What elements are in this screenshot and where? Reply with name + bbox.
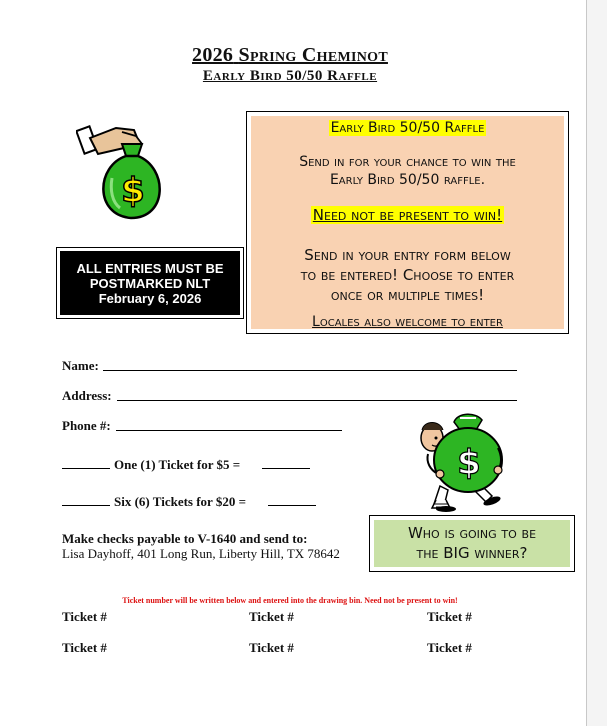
page-edge [586, 0, 587, 726]
info-heading: Early Bird 50/50 Raffle [330, 120, 485, 136]
winner-line-1: Who is going to be [407, 524, 537, 542]
money-bag-icon [76, 110, 176, 225]
one-ticket-label: One (1) Ticket for $5 = [114, 457, 241, 472]
info-send-line-2: Early Bird 50/50 raffle. [329, 172, 486, 188]
big-winner-box [369, 515, 575, 572]
title-year: 2026 [192, 44, 234, 66]
page-subtitle: Early Bird 50/50 Raffle [202, 68, 378, 84]
payment-instruction: Make checks payable to V-1640 and send to: [62, 531, 308, 546]
svg-text:$: $ [457, 443, 481, 483]
postmark-line-1: ALL ENTRIES MUST BE [76, 261, 224, 276]
info-need-not-present: Need not be present to win! [312, 206, 503, 224]
ticket-slot-3[interactable]: Ticket # [427, 609, 472, 624]
phone-label: Phone #: [62, 418, 111, 433]
postmark-date: February 6, 2026 [98, 291, 202, 306]
ticket-slot-5[interactable]: Ticket # [249, 640, 294, 655]
six-tickets-label: Six (6) Tickets for $20 = [114, 494, 246, 509]
one-ticket-quantity-field[interactable] [62, 468, 110, 469]
payment-address: Lisa Dayhoff, 401 Long Run, Liberty Hill, TX 78642 [62, 546, 340, 561]
six-tickets-total-field[interactable] [268, 505, 316, 506]
six-tickets-quantity-field[interactable] [62, 505, 110, 506]
info-entry-line-2: to be entered! Choose to enter [300, 266, 515, 284]
winner-line-2: the BIG winner? [416, 544, 528, 562]
info-send-line-1: Send in for your chance to win the [299, 154, 516, 170]
payment-instructions [62, 531, 340, 561]
ticket-slot-6[interactable]: Ticket # [427, 640, 472, 655]
page-gutter [587, 0, 607, 726]
address-label: Address: [62, 388, 112, 403]
info-entry-line-3: once or multiple times! [330, 286, 485, 304]
info-locales: Locales also welcome to enter [312, 314, 503, 330]
page-title [0, 44, 580, 67]
raffle-info-panel [246, 111, 569, 334]
phone-field[interactable] [116, 430, 342, 431]
ticket-slot-1[interactable]: Ticket # [62, 609, 107, 624]
address-field[interactable] [117, 400, 517, 401]
ticket-slot-4[interactable]: Ticket # [62, 640, 107, 655]
name-label: Name: [62, 358, 99, 373]
one-ticket-total-field[interactable] [262, 468, 310, 469]
ticket-note: Ticket number will be written below and entered into the drawing bin. Need not be present to win! [122, 596, 458, 605]
svg-text:$: $ [121, 171, 145, 211]
info-entry-line-1: Send in your entry form below [304, 246, 511, 264]
man-carrying-money-bag-icon [410, 408, 510, 512]
title-event: Spring Cheminot [238, 44, 388, 66]
ticket-slot-2[interactable]: Ticket # [249, 609, 294, 624]
name-field[interactable] [103, 370, 517, 371]
postmark-line-2: POSTMARKED NLT [89, 276, 211, 291]
postmark-deadline-box [56, 247, 244, 319]
